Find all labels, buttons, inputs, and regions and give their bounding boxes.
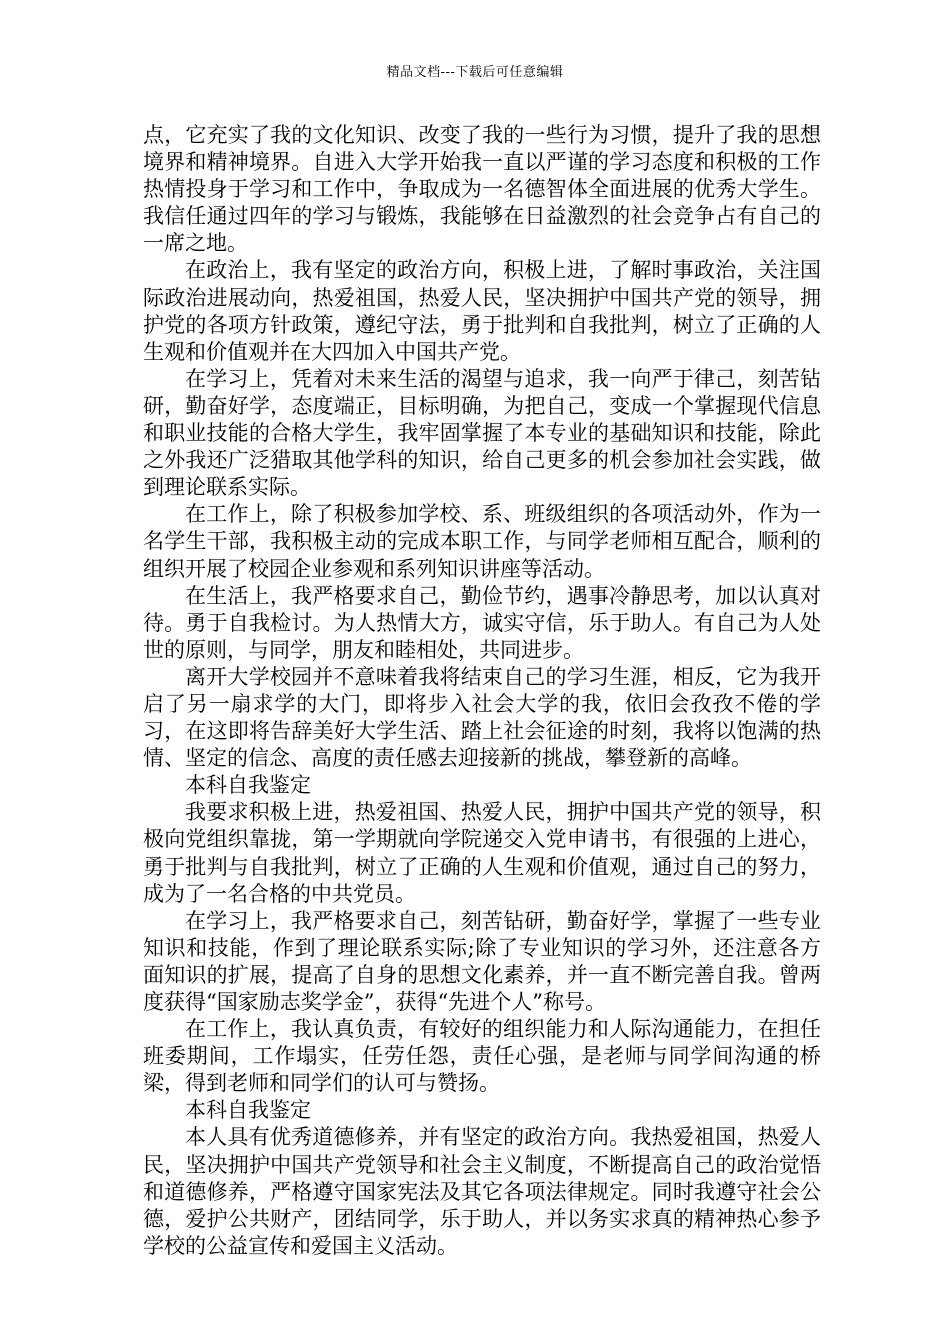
paragraph: 在生活上，我严格要求自己，勤俭节约，遇事冷静思考，加以认真对待。勇于自我检讨。为人热情大方，诚实守信，乐于助人。有自己为人处世的原则，与同学，朋友和睦相处，共同进步。: [143, 583, 821, 662]
paragraph: 在工作上，除了积极参加学校、系、班级组织的各项活动外，作为一名学生干部，我积极主动的完成本职工作，与同学老师相互配合，顺利的组织开展了校园企业参观和系列知识讲座等活动。: [143, 502, 821, 581]
paragraph: 在政治上，我有坚定的政治方向，积极上进，了解时事政治，关注国际政治进展动向，热爱祖国，热爱人民，坚决拥护中国共产党的领导，拥护党的各项方针政策，遵纪守法，勇于批判和自我批判，树立了正确的人生观和价值观并在大四加入中国共产党。: [143, 258, 821, 364]
section-heading: 本科自我鉴定: [185, 773, 311, 798]
paragraph: 在学习上，凭着对未来生活的渴望与追求，我一向严于律己，刻苦钻研，勤奋好学，态度端正，目标明确，为把自己，变成一个掌握现代信息和职业技能的合格大学生，我牢固掌握了本专业的基础知识和技能，除此之外我还广泛猎取其他学科的知识，给自己更多的机会参加社会实践，做到理论联系实际。: [143, 366, 821, 500]
paragraph: 点，它充实了我的文化知识、改变了我的一些行为习惯，提升了我的思想境界和精神境界。自进入大学开始我一直以严谨的学习态度和积极的工作热情投身于学习和工作中，争取成为一名德智体全面进展的优秀大学生。我信任通过四年的学习与锻炼，我能够在日益激烈的社会竞争占有自己的一席之地。: [143, 123, 821, 256]
section-heading: 本科自我鉴定: [185, 1098, 311, 1123]
paragraph: 在学习上，我严格要求自己，刻苦钻研，勤奋好学，掌握了一些专业知识和技能，作到了理论联系实际;除了专业知识的学习外，还注意各方面知识的扩展，提高了自身的思想文化素养，并一直不断完善自我。曾两度获得“国家励志奖学金”，获得“先进个人”称号。: [143, 908, 821, 1014]
document-body: [143, 122, 821, 1260]
paragraph: 在工作上，我认真负责，有较好的组织能力和人际沟通能力，在担任班委期间，工作塌实，任劳任怨，责任心强，是老师与同学间沟通的桥梁，得到老师和同学们的认可与赞扬。: [143, 1017, 821, 1096]
page-header: 精品文档---下载后可任意编辑: [386, 65, 564, 80]
paragraph: 本人具有优秀道德修养，并有坚定的政治方向。我热爱祖国，热爱人民，坚决拥护中国共产党领导和社会主义制度，不断提高自己的政治觉悟和道德修养，严格遵守国家宪法及其它各项法律规定。同时我遵守社会公德，爱护公共财产，团结同学，乐于助人，并以务实求真的精神热心参予学校的公益宣传和爱国主义活动。: [143, 1125, 821, 1258]
paragraph: 我要求积极上进，热爱祖国、热爱人民，拥护中国共产党的领导，积极向党组织靠拢，第一学期就向学院递交入党申请书，有很强的上进心，勇于批判与自我批判，树立了正确的人生观和价值观，通过自己的努力，成为了一名合格的中共党员。: [143, 800, 821, 906]
paragraph: 离开大学校园并不意味着我将结束自己的学习生涯，相反，它为我开启了另一扇求学的大门，即将步入社会大学的我，依旧会孜孜不倦的学习，在这即将告辞美好大学生活、踏上社会征途的时刻，我将以饱满的热情、坚定的信念、高度的责任感去迎接新的挑战，攀登新的高峰。: [143, 664, 821, 771]
